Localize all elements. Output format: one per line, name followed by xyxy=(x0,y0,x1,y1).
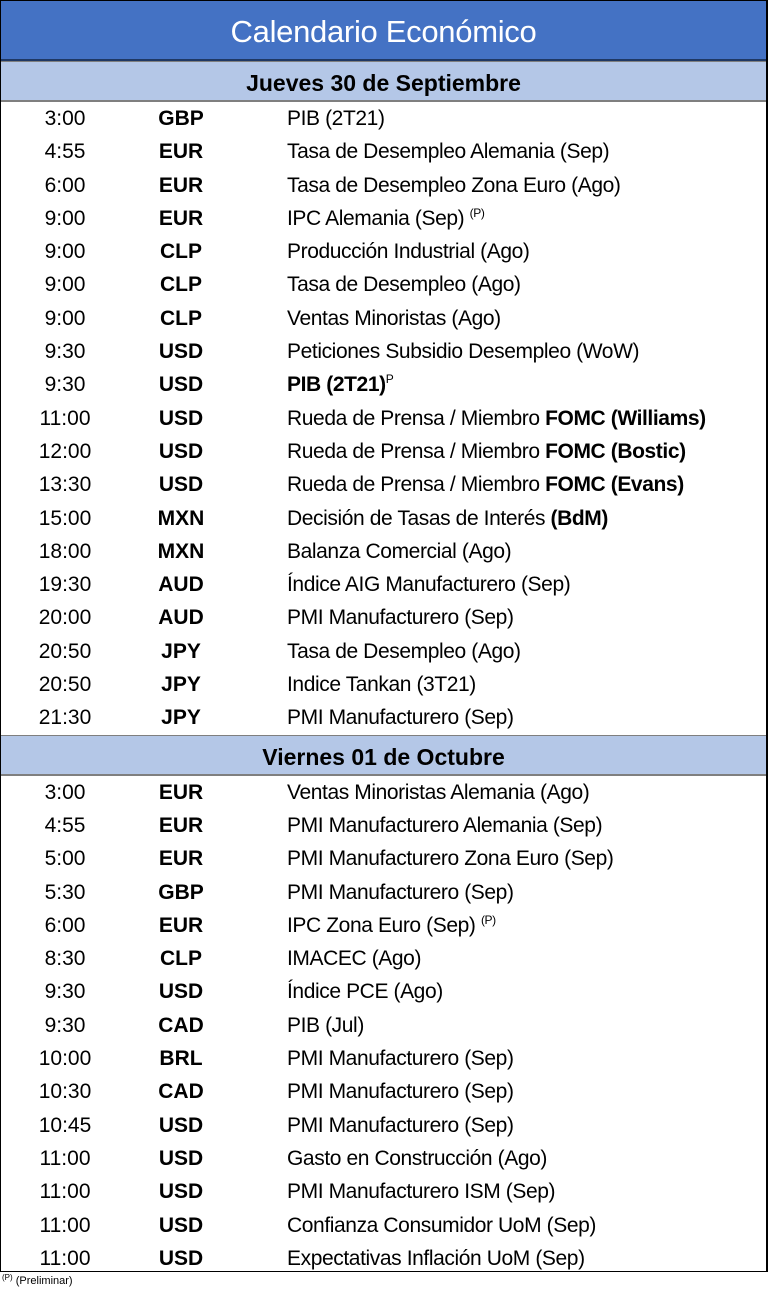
table-row xyxy=(1,842,766,875)
table-row xyxy=(1,601,766,634)
table-row xyxy=(1,268,766,301)
event-time: 9:30 xyxy=(44,340,86,364)
table-row xyxy=(1,1175,766,1208)
table-row xyxy=(1,975,766,1008)
event-currency: MXN xyxy=(157,539,205,563)
event-time: 9:00 xyxy=(44,206,86,230)
event-currency: USD xyxy=(158,406,204,430)
event-text: PMI Manufacturero Alemania (Sep) xyxy=(287,813,603,837)
event-time: 21:30 xyxy=(38,706,92,730)
event-currency: EUR xyxy=(158,780,204,804)
event-time: 20:00 xyxy=(38,606,92,630)
event-time: 9:30 xyxy=(44,980,86,1004)
table-row xyxy=(1,635,766,668)
table-row xyxy=(1,1142,766,1175)
event-text: Rueda de Prensa / Miembro xyxy=(287,439,546,463)
event-text: PMI Manufacturero (Sep) xyxy=(287,706,514,730)
event-currency: EUR xyxy=(158,173,204,197)
event-text-bold: (BdM) xyxy=(550,506,608,530)
event-currency: USD xyxy=(158,1146,204,1170)
event-text: PMI Manufacturero (Sep) xyxy=(287,1047,514,1071)
table-row xyxy=(1,809,766,842)
event-time: 4:55 xyxy=(44,140,86,164)
event-description xyxy=(287,440,686,464)
table-row xyxy=(1,1242,766,1275)
table-row xyxy=(1,435,766,468)
table-row xyxy=(1,302,766,335)
event-currency: JPY xyxy=(161,639,201,663)
event-superscript: P xyxy=(385,372,394,387)
event-text: Rueda de Prensa / Miembro xyxy=(287,473,546,497)
table-row xyxy=(1,169,766,202)
event-time: 5:00 xyxy=(44,847,86,871)
event-superscript: (P) xyxy=(469,205,485,220)
event-description xyxy=(287,640,521,664)
event-text: PIB (Jul) xyxy=(287,1013,364,1037)
table-row xyxy=(1,368,766,401)
table-row xyxy=(1,468,766,501)
event-description xyxy=(287,174,621,198)
event-currency: USD xyxy=(158,980,204,1004)
event-currency: USD xyxy=(158,1246,204,1270)
event-time: 9:30 xyxy=(44,373,86,397)
event-time: 11:00 xyxy=(39,1180,91,1204)
event-description xyxy=(287,273,521,297)
event-time: 10:00 xyxy=(38,1047,92,1071)
event-time: 10:45 xyxy=(38,1113,92,1137)
event-description xyxy=(287,340,639,364)
event-currency: JPY xyxy=(161,706,201,730)
event-description xyxy=(287,1014,364,1038)
event-currency: CLP xyxy=(160,240,202,264)
event-currency: JPY xyxy=(161,673,201,697)
event-time: 15:00 xyxy=(38,506,92,530)
event-description xyxy=(287,814,602,838)
event-description xyxy=(287,107,385,131)
event-time: 12:00 xyxy=(38,439,92,463)
table-row xyxy=(1,1209,766,1242)
table-row xyxy=(1,235,766,268)
event-time: 5:30 xyxy=(44,880,86,904)
table-row xyxy=(1,102,766,135)
event-time: 20:50 xyxy=(38,639,92,663)
event-currency: USD xyxy=(158,1180,204,1204)
event-text: PIB (2T21) xyxy=(287,107,385,130)
event-text: Peticiones Subsidio Desempleo (WoW) xyxy=(287,340,640,364)
event-text: Índice PCE (Ago) xyxy=(287,980,443,1004)
event-text: Gasto en Construcción (Ago) xyxy=(287,1146,547,1170)
event-time: 13:30 xyxy=(38,473,92,497)
event-text: Producción Industrial (Ago) xyxy=(287,240,530,264)
table-row xyxy=(1,668,766,701)
event-time: 9:00 xyxy=(44,306,86,330)
event-description xyxy=(287,307,501,331)
event-text: Índice AIG Manufacturero (Sep) xyxy=(287,573,571,597)
event-text: PMI Manufacturero (Sep) xyxy=(287,1113,514,1137)
event-description xyxy=(287,1114,514,1138)
event-description xyxy=(287,847,613,871)
table-row xyxy=(1,1075,766,1108)
event-time: 6:00 xyxy=(44,173,86,197)
event-superscript: (P) xyxy=(480,912,496,927)
event-time: 11:00 xyxy=(39,1246,91,1270)
footnote-mark: (P) xyxy=(2,1273,13,1282)
event-description xyxy=(287,881,514,905)
event-text: Balanza Comercial (Ago) xyxy=(287,539,512,563)
event-currency: CLP xyxy=(160,273,202,297)
table-row xyxy=(1,1109,766,1142)
event-currency: AUD xyxy=(158,606,204,630)
event-description xyxy=(287,573,570,597)
event-currency: USD xyxy=(158,439,204,463)
event-currency: USD xyxy=(158,473,204,497)
day-header: Jueves 30 de Septiembre xyxy=(1,61,766,102)
event-text: PMI Manufacturero (Sep) xyxy=(287,1080,514,1104)
event-text: IPC Zona Euro (Sep) xyxy=(287,913,476,937)
event-description xyxy=(287,240,530,264)
event-currency: EUR xyxy=(158,913,204,937)
event-text: Ventas Minoristas (Ago) xyxy=(287,306,501,330)
table-row xyxy=(1,202,766,235)
event-time: 10:30 xyxy=(38,1080,92,1104)
event-currency: GBP xyxy=(158,880,204,904)
event-text: Confianza Consumidor UoM (Sep) xyxy=(287,1213,596,1237)
event-description xyxy=(287,947,421,971)
event-text-bold: FOMC (Evans) xyxy=(545,473,684,497)
event-text: PMI Manufacturero Zona Euro (Sep) xyxy=(287,847,614,871)
table-row xyxy=(1,335,766,368)
event-description xyxy=(287,407,706,431)
event-text: PMI Manufacturero (Sep) xyxy=(287,606,514,630)
event-description xyxy=(287,1047,514,1071)
event-currency: USD xyxy=(158,1113,204,1137)
event-time: 11:00 xyxy=(39,1213,91,1237)
event-description xyxy=(287,980,443,1004)
event-text: Indice Tankan (3T21) xyxy=(287,673,476,697)
table-row xyxy=(1,535,766,568)
event-time: 9:30 xyxy=(44,1013,86,1037)
event-currency: MXN xyxy=(157,506,205,530)
event-description xyxy=(287,1214,596,1238)
event-text: Tasa de Desempleo (Ago) xyxy=(287,273,521,297)
event-currency: CAD xyxy=(158,1013,204,1037)
event-description xyxy=(287,473,684,497)
event-text: Expectativas Inflación UoM (Sep) xyxy=(287,1246,585,1270)
event-text-bold: PIB (2T21) xyxy=(287,373,386,397)
event-currency: CLP xyxy=(160,306,202,330)
event-text: PMI Manufacturero (Sep) xyxy=(287,880,514,904)
table-row xyxy=(1,502,766,535)
event-text: Tasa de Desempleo (Ago) xyxy=(287,639,521,663)
event-description xyxy=(287,914,496,938)
table-row xyxy=(1,402,766,435)
event-description xyxy=(287,207,484,231)
event-time: 19:30 xyxy=(38,573,92,597)
event-currency: GBP xyxy=(158,107,204,130)
event-time: 3:00 xyxy=(44,780,86,804)
event-time: 11:00 xyxy=(39,1146,91,1170)
event-currency: USD xyxy=(158,373,204,397)
table-row xyxy=(1,942,766,975)
event-time: 6:00 xyxy=(44,913,86,937)
calendar-sections xyxy=(1,61,766,1275)
table-row xyxy=(1,135,766,168)
event-description xyxy=(287,540,511,564)
event-description xyxy=(287,606,514,630)
event-currency: CLP xyxy=(160,947,202,971)
event-description xyxy=(287,1080,514,1104)
event-text: Tasa de Desempleo Alemania (Sep) xyxy=(287,140,610,164)
event-time: 8:30 xyxy=(44,947,86,971)
event-text: IMACEC (Ago) xyxy=(287,947,422,971)
table-row xyxy=(1,909,766,942)
event-time: 4:55 xyxy=(44,813,86,837)
event-currency: USD xyxy=(158,340,204,364)
event-description xyxy=(287,706,514,730)
event-description xyxy=(287,140,609,164)
event-time: 9:00 xyxy=(44,273,86,297)
table-row xyxy=(1,1009,766,1042)
event-text: Rueda de Prensa / Miembro xyxy=(287,406,546,430)
event-time: 20:50 xyxy=(38,673,92,697)
footnote xyxy=(2,1275,73,1287)
event-description xyxy=(287,1147,547,1171)
event-time: 3:00 xyxy=(44,107,86,130)
event-text: Tasa de Desempleo Zona Euro (Ago) xyxy=(287,173,621,197)
event-time: 18:00 xyxy=(38,539,92,563)
event-currency: BRL xyxy=(159,1047,203,1071)
event-currency: EUR xyxy=(158,206,204,230)
day-header: Viernes 01 de Octubre xyxy=(1,735,766,776)
event-text: Decisión de Tasas de Interés xyxy=(287,506,551,530)
event-currency: USD xyxy=(158,1213,204,1237)
event-text-bold: FOMC (Williams) xyxy=(545,406,706,430)
event-description xyxy=(287,1247,585,1271)
event-text-bold: FOMC (Bostic) xyxy=(545,439,686,463)
event-description xyxy=(287,673,476,697)
event-currency: EUR xyxy=(158,140,204,164)
event-currency: EUR xyxy=(158,813,204,837)
event-currency: AUD xyxy=(158,573,204,597)
table-row xyxy=(1,1042,766,1075)
event-text: IPC Alemania (Sep) xyxy=(287,206,465,230)
event-currency: EUR xyxy=(158,847,204,871)
event-text: Ventas Minoristas Alemania (Ago) xyxy=(287,780,590,804)
event-time: 11:00 xyxy=(39,406,91,430)
event-currency: CAD xyxy=(158,1080,204,1104)
table-row xyxy=(1,701,766,734)
table-row xyxy=(1,568,766,601)
footnote-text: (Preliminar) xyxy=(15,1275,73,1287)
page-title: Calendario Económico xyxy=(1,1,766,61)
table-row xyxy=(1,876,766,909)
event-description xyxy=(287,373,393,397)
event-description xyxy=(287,781,589,805)
event-text: PMI Manufacturero ISM (Sep) xyxy=(287,1180,556,1204)
event-description xyxy=(287,507,608,531)
event-time: 9:00 xyxy=(44,240,86,264)
event-description xyxy=(287,1180,555,1204)
table-row xyxy=(1,776,766,809)
